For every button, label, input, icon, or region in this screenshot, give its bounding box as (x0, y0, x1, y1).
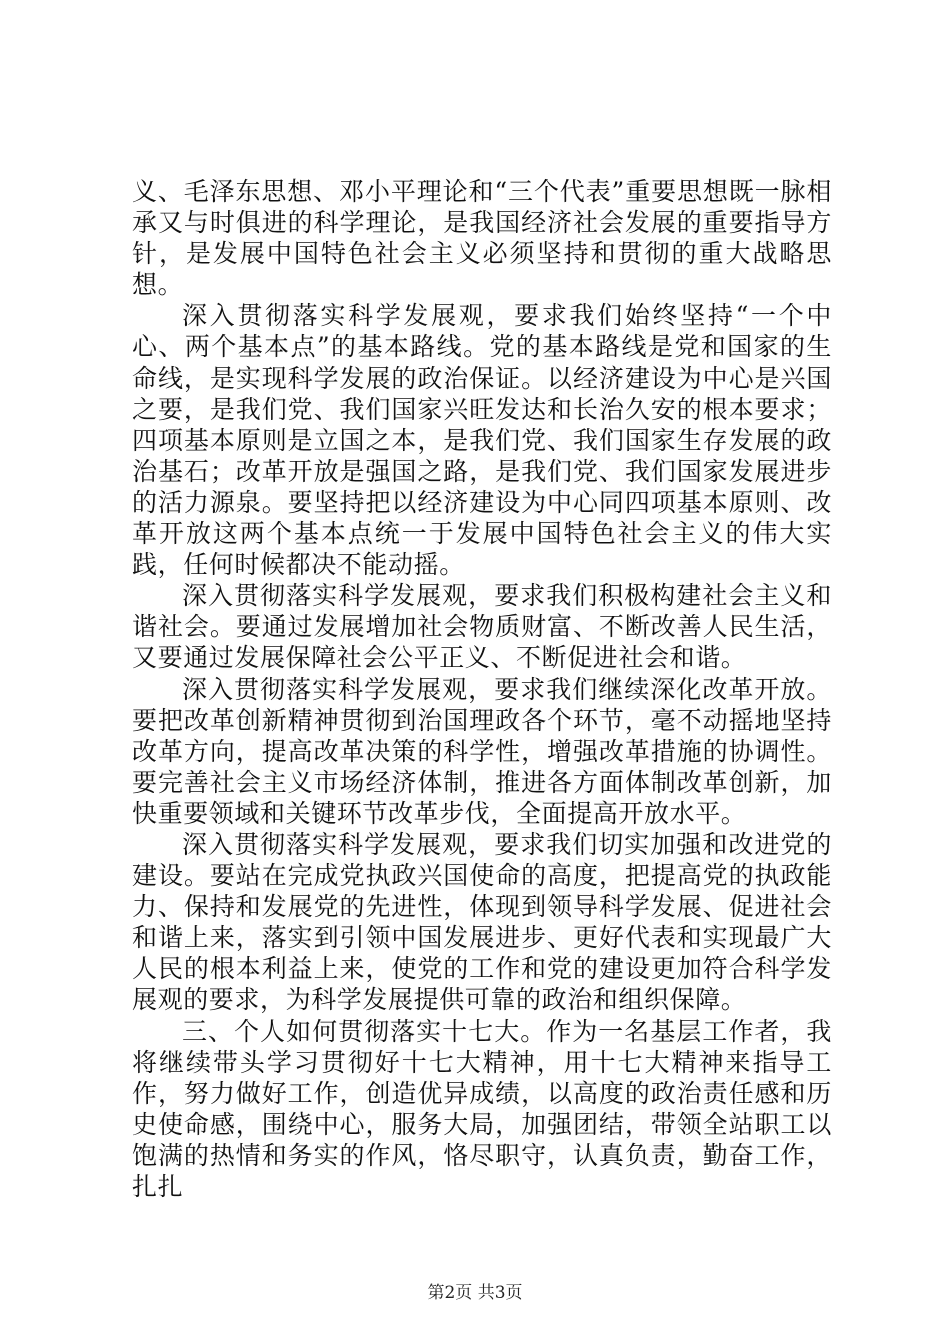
paragraph-1: 义、毛泽东思想、邓小平理论和“三个代表”重要思想既一脉相承又与时俱进的科学理论，是我国经济社会发展的重要指导方针，是发展中国特色社会主义必须坚持和贯彻的重大战略思想。 (132, 177, 832, 300)
document-body (132, 176, 832, 1202)
paragraph-3: 深入贯彻落实科学发展观，要求我们积极构建社会主义和谐社会。要通过发展增加社会物质财富、不断改善人民生活，又要通过发展保障社会公平正义、不断促进社会和谐。 (132, 581, 832, 673)
paragraph-5: 深入贯彻落实科学发展观，要求我们切实加强和改进党的建设。要站在完成党执政兴国使命的高度，把提高党的执政能力、保持和发展党的先进性，体现到领导科学发展、促进社会和谐上来，落实到引领中国发展进步、更好代表和实现最广大人民的根本利益上来，使党的工作和党的建设更加符合科学发展观的要求，为科学发展提供可靠的政治和组织保障。 (132, 829, 832, 1015)
paragraph-4: 深入贯彻落实科学发展观，要求我们继续深化改革开放。要把改革创新精神贯彻到治国理政各个环节，毫不动摇地坚持改革方向，提高改革决策的科学性，增强改革措施的协调性。要完善社会主义市场经济体制，推进各方面体制改革创新，加快重要领域和关键环节改革步伐，全面提高开放水平。 (132, 674, 832, 828)
page-number-footer: 第2页 共3页 (427, 1283, 523, 1303)
paragraph-6: 三、个人如何贯彻落实十七大。作为一名基层工作者，我将继续带头学习贯彻好十七大精神，用十七大精神来指导工作，努力做好工作，创造优异成绩，以高度的政治责任感和历史使命感，围绕中心，服务大局，加强团结，带领全站职工以饱满的热情和务实的作风，恪尽职守，认真负责，勤奋工作，扎扎 (132, 1016, 832, 1201)
paragraph-2: 深入贯彻落实科学发展观，要求我们始终坚持“一个中心、两个基本点”的基本路线。党的基本路线是党和国家的生命线，是实现科学发展的政治保证。以经济建设为中心是兴国之要，是我们党、我们国家兴旺发达和长治久安的根本要求；四项基本原则是立国之本，是我们党、我们国家生存发展的政治基石；改革开放是强国之路，是我们党、我们国家发展进步的活力源泉。要坚持把以经济建设为中心同四项基本原则、改革开放这两个基本点统一于发展中国特色社会主义的伟大实践，任何时候都决不能动摇。 (132, 301, 832, 580)
